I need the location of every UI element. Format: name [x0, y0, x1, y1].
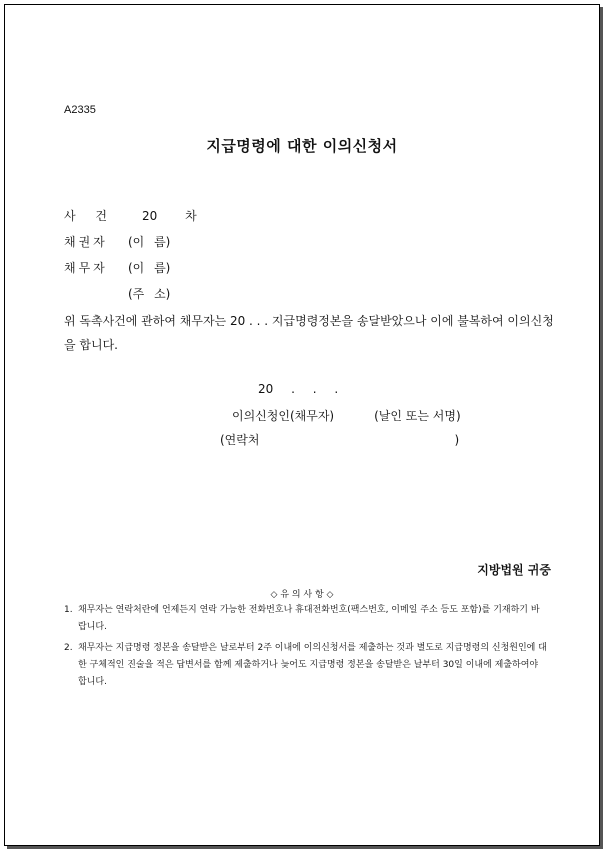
debtor-value: (이 름) — [128, 261, 171, 275]
body-text: 위 독촉사건에 관하여 채무자는 20 . . . 지급명령정본을 송달받았으나 이에 불복하여 이의신청을 합니다. — [64, 314, 554, 352]
applicant-label: 이의신청인(채무자) — [232, 409, 335, 423]
notice-item-text: 채무자는 연락처란에 언제든지 연락 가능한 전화번호나 휴대전화번호(팩스번호, 이메일 주소 등도 포함)를 기재하기 바랍니다. — [78, 605, 540, 632]
notice-list — [64, 602, 548, 695]
debtor-row — [64, 259, 170, 276]
case-row — [64, 207, 197, 224]
case-label: 사 건 — [64, 209, 115, 223]
contact-row — [220, 431, 459, 448]
applicant-row — [232, 407, 461, 424]
signature-date: 20 . . . — [258, 382, 339, 396]
debtor-label: 채무자 — [64, 261, 108, 275]
notice-item-text: 채무자는 지급명령 정본을 송달받은 날로부터 2주 이내에 이의신청서를 제출하는 것과 별도로 지급명령의 신청원인에 대한 구체적인 진술을 적은 답변서를 함께 제출하거나 늦어도 지급명령 정본을 송달받은 날부터 30일 이내에 제출하여야 합니다. — [78, 643, 547, 687]
contact-open: (연락처 — [220, 433, 260, 447]
seal-label: (날인 또는 서명) — [374, 409, 461, 423]
document-title: 지급명령에 대한 이의신청서 — [206, 137, 398, 155]
notice-title: ◇ 유 의 사 항 ◇ — [270, 590, 334, 600]
notice-item — [64, 602, 548, 636]
notice-item-number: 2. — [64, 643, 73, 653]
address-value: (주 소) — [128, 287, 171, 301]
court-addressee: 지방법원 귀중 — [477, 563, 551, 577]
notice-item — [64, 640, 548, 691]
creditor-label: 채권자 — [64, 235, 108, 249]
creditor-value: (이 름) — [128, 235, 171, 249]
form-code: A2335 — [64, 104, 96, 116]
document-page — [4, 4, 600, 846]
case-value: 20 차 — [142, 209, 197, 223]
creditor-row — [64, 233, 170, 250]
notice-item-number: 1. — [64, 605, 73, 615]
contact-close: ) — [454, 433, 460, 447]
